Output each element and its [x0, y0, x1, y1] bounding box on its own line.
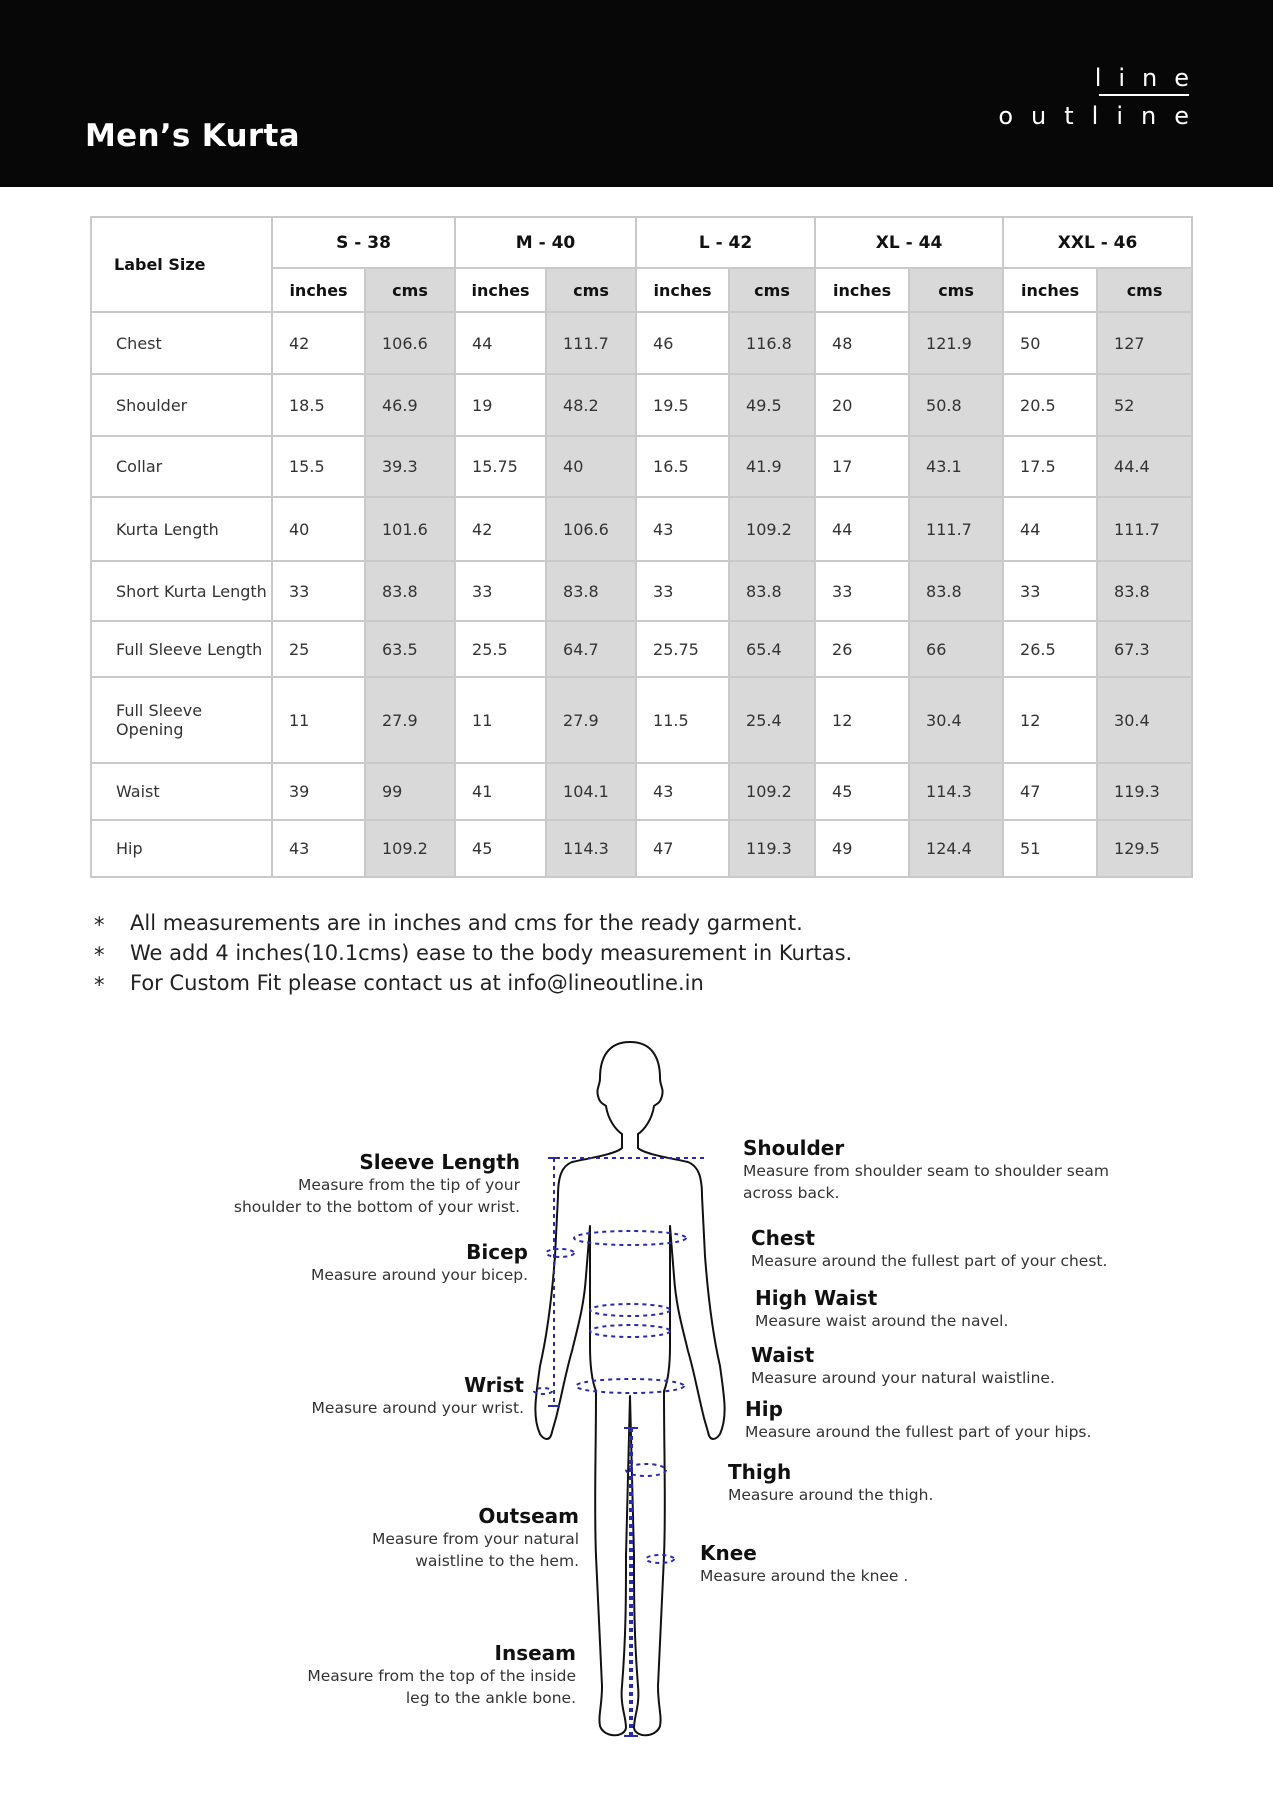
- value-inches-cell: 40: [272, 497, 365, 561]
- table-row: [91, 436, 1192, 497]
- annotation-title: Bicep: [466, 1240, 528, 1264]
- size-chart-table: [90, 216, 1193, 878]
- value-inches-cell: 45: [815, 763, 909, 820]
- value-inches-cell: 33: [455, 561, 546, 621]
- annotation-desc: Measure around the fullest part of your hips.: [745, 1423, 1092, 1441]
- value-inches-cell: 42: [455, 497, 546, 561]
- annotation-desc: leg to the ankle bone.: [405, 1689, 576, 1707]
- page-header: [0, 0, 1273, 187]
- value-cms-cell: 52: [1097, 374, 1192, 436]
- annotation-outseam: [372, 1504, 579, 1572]
- waist-measure: [590, 1325, 670, 1337]
- unit-cms-header: cms: [546, 268, 636, 312]
- value-cms-cell: 83.8: [729, 561, 815, 621]
- annotation-sleeve-length: [234, 1150, 520, 1218]
- value-inches-cell: 45: [455, 820, 546, 877]
- note-bullet: *: [94, 913, 105, 937]
- value-cms-cell: 40: [546, 436, 636, 497]
- logo-rule: [1099, 94, 1189, 96]
- unit-cms-header: cms: [909, 268, 1003, 312]
- annotation-title: Knee: [700, 1541, 757, 1565]
- value-inches-cell: 47: [1003, 763, 1097, 820]
- annotation-title: Outseam: [478, 1504, 579, 1528]
- value-inches-cell: 47: [636, 820, 729, 877]
- value-cms-cell: 83.8: [546, 561, 636, 621]
- unit-inches-header: inches: [272, 268, 365, 312]
- measurement-label: Collar: [91, 436, 272, 497]
- table-row: [91, 312, 1192, 374]
- measurement-label: Chest: [91, 312, 272, 374]
- value-inches-cell: 20.5: [1003, 374, 1097, 436]
- value-cms-cell: 43.1: [909, 436, 1003, 497]
- value-inches-cell: 25.5: [455, 621, 546, 677]
- value-cms-cell: 129.5: [1097, 820, 1192, 877]
- value-cms-cell: 39.3: [365, 436, 455, 497]
- value-cms-cell: 50.8: [909, 374, 1003, 436]
- value-inches-cell: 15.5: [272, 436, 365, 497]
- size-header: M - 40: [455, 217, 636, 268]
- note-text: We add 4 inches(10.1cms) ease to the body measurement in Kurtas.: [130, 941, 853, 965]
- value-cms-cell: 104.1: [546, 763, 636, 820]
- size-header: L - 42: [636, 217, 815, 268]
- value-cms-cell: 25.4: [729, 677, 815, 763]
- value-inches-cell: 33: [636, 561, 729, 621]
- value-inches-cell: 43: [272, 820, 365, 877]
- annotation-bicep: [311, 1240, 528, 1286]
- value-cms-cell: 83.8: [909, 561, 1003, 621]
- value-inches-cell: 44: [815, 497, 909, 561]
- unit-cms-header: cms: [1097, 268, 1192, 312]
- value-inches-cell: 26: [815, 621, 909, 677]
- value-cms-cell: 114.3: [546, 820, 636, 877]
- value-inches-cell: 16.5: [636, 436, 729, 497]
- unit-inches-header: inches: [455, 268, 546, 312]
- table-row: [91, 497, 1192, 561]
- value-inches-cell: 19: [455, 374, 546, 436]
- annotation-desc: Measure around your wrist.: [311, 1399, 524, 1417]
- annotation-desc: across back.: [743, 1184, 840, 1202]
- value-inches-cell: 48: [815, 312, 909, 374]
- value-cms-cell: 121.9: [909, 312, 1003, 374]
- bicep-measure: [546, 1249, 574, 1257]
- note-item: [94, 938, 852, 968]
- annotation-desc: Measure from the top of the inside: [307, 1667, 576, 1685]
- table-row: [91, 561, 1192, 621]
- annotation-title: Shoulder: [743, 1136, 845, 1160]
- note-text: For Custom Fit please contact us at info@lineoutline.in: [130, 971, 704, 995]
- value-cms-cell: 30.4: [909, 677, 1003, 763]
- value-inches-cell: 51: [1003, 820, 1097, 877]
- value-cms-cell: 116.8: [729, 312, 815, 374]
- value-cms-cell: 111.7: [909, 497, 1003, 561]
- annotation-knee: [700, 1541, 908, 1587]
- annotation-desc: Measure around the knee .: [700, 1567, 909, 1585]
- value-inches-cell: 25: [272, 621, 365, 677]
- unit-inches-header: inches: [636, 268, 729, 312]
- annotation-desc: waistline to the hem.: [415, 1552, 579, 1570]
- annotation-title: Wrist: [464, 1373, 524, 1397]
- value-cms-cell: 67.3: [1097, 621, 1192, 677]
- annotation-hip: [745, 1397, 1091, 1443]
- value-cms-cell: 83.8: [1097, 561, 1192, 621]
- value-inches-cell: 11.5: [636, 677, 729, 763]
- value-cms-cell: 27.9: [546, 677, 636, 763]
- knee-measure: [646, 1555, 674, 1563]
- brand-logo: [998, 64, 1207, 134]
- value-cms-cell: 99: [365, 763, 455, 820]
- annotation-desc: Measure around the fullest part of your chest.: [751, 1252, 1108, 1270]
- value-inches-cell: 33: [1003, 561, 1097, 621]
- annotation-desc: shoulder to the bottom of your wrist.: [233, 1198, 520, 1216]
- annotation-inseam: [307, 1641, 576, 1709]
- value-inches-cell: 17.5: [1003, 436, 1097, 497]
- value-cms-cell: 66: [909, 621, 1003, 677]
- value-cms-cell: 41.9: [729, 436, 815, 497]
- value-cms-cell: 109.2: [365, 820, 455, 877]
- table-row: [91, 677, 1192, 763]
- annotation-desc: Measure from your natural: [372, 1530, 579, 1548]
- annotation-desc: Measure around the thigh.: [728, 1486, 934, 1504]
- value-inches-cell: 46: [636, 312, 729, 374]
- value-cms-cell: 83.8: [365, 561, 455, 621]
- value-cms-cell: 48.2: [546, 374, 636, 436]
- value-cms-cell: 49.5: [729, 374, 815, 436]
- table-row: [91, 763, 1192, 820]
- value-cms-cell: 63.5: [365, 621, 455, 677]
- annotation-shoulder: [743, 1136, 1109, 1204]
- value-cms-cell: 106.6: [546, 497, 636, 561]
- measurement-label: Kurta Length: [91, 497, 272, 561]
- logo-word-outline: outline: [998, 102, 1207, 130]
- value-inches-cell: 15.75: [455, 436, 546, 497]
- value-cms-cell: 46.9: [365, 374, 455, 436]
- unit-cms-header: cms: [729, 268, 815, 312]
- value-cms-cell: 30.4: [1097, 677, 1192, 763]
- value-cms-cell: 111.7: [1097, 497, 1192, 561]
- high-waist-measure: [590, 1304, 670, 1316]
- value-cms-cell: 65.4: [729, 621, 815, 677]
- value-inches-cell: 39: [272, 763, 365, 820]
- annotation-desc: Measure from the tip of your: [297, 1176, 520, 1194]
- annotation-thigh: [728, 1460, 933, 1506]
- value-inches-cell: 12: [1003, 677, 1097, 763]
- annotation-desc: Measure from shoulder seam to shoulder seam: [743, 1162, 1110, 1180]
- annotation-high-waist: [755, 1286, 1008, 1332]
- value-cms-cell: 27.9: [365, 677, 455, 763]
- value-inches-cell: 42: [272, 312, 365, 374]
- value-cms-cell: 127: [1097, 312, 1192, 374]
- value-cms-cell: 114.3: [909, 763, 1003, 820]
- value-cms-cell: 109.2: [729, 763, 815, 820]
- table-row: [91, 374, 1192, 436]
- annotation-title: Thigh: [728, 1460, 792, 1484]
- body-figure-illustration: [520, 1036, 740, 1746]
- size-header-row: [91, 217, 1192, 268]
- page-title: Men’s Kurta: [85, 118, 300, 154]
- note-item: [94, 968, 852, 998]
- value-inches-cell: 44: [1003, 497, 1097, 561]
- value-cms-cell: 109.2: [729, 497, 815, 561]
- annotation-title: Sleeve Length: [359, 1150, 520, 1174]
- measurement-label: Short Kurta Length: [91, 561, 272, 621]
- note-item: [94, 908, 852, 938]
- unit-inches-header: inches: [1003, 268, 1097, 312]
- value-cms-cell: 111.7: [546, 312, 636, 374]
- annotation-chest: [751, 1226, 1107, 1272]
- unit-inches-header: inches: [815, 268, 909, 312]
- value-inches-cell: 11: [272, 677, 365, 763]
- measurement-label: Waist: [91, 763, 272, 820]
- measurement-label: Full Sleeve Opening: [91, 677, 272, 763]
- value-inches-cell: 43: [636, 497, 729, 561]
- measurement-label: Hip: [91, 820, 272, 877]
- value-cms-cell: 106.6: [365, 312, 455, 374]
- value-cms-cell: 124.4: [909, 820, 1003, 877]
- annotation-wrist: [312, 1373, 524, 1419]
- size-header: S - 38: [272, 217, 455, 268]
- value-inches-cell: 20: [815, 374, 909, 436]
- value-inches-cell: 12: [815, 677, 909, 763]
- value-inches-cell: 33: [272, 561, 365, 621]
- annotation-desc: Measure waist around the navel.: [755, 1312, 1009, 1330]
- value-cms-cell: 64.7: [546, 621, 636, 677]
- value-inches-cell: 18.5: [272, 374, 365, 436]
- value-inches-cell: 43: [636, 763, 729, 820]
- annotation-title: High Waist: [755, 1286, 878, 1310]
- size-header: XXL - 46: [1003, 217, 1192, 268]
- size-table-body: [91, 312, 1192, 877]
- table-row: [91, 820, 1192, 877]
- note-bullet: *: [94, 973, 105, 997]
- size-header: XL - 44: [815, 217, 1003, 268]
- table-row: [91, 621, 1192, 677]
- logo-word-line: line: [1094, 64, 1206, 92]
- value-inches-cell: 50: [1003, 312, 1097, 374]
- note-text: All measurements are in inches and cms for the ready garment.: [130, 911, 803, 935]
- note-bullet: *: [94, 943, 105, 967]
- annotation-desc: Measure around your natural waistline.: [751, 1369, 1055, 1387]
- annotation-title: Hip: [745, 1397, 783, 1421]
- annotation-title: Waist: [751, 1343, 815, 1367]
- value-inches-cell: 19.5: [636, 374, 729, 436]
- value-inches-cell: 11: [455, 677, 546, 763]
- value-inches-cell: 25.75: [636, 621, 729, 677]
- value-inches-cell: 17: [815, 436, 909, 497]
- annotation-waist: [751, 1343, 1055, 1389]
- value-cms-cell: 119.3: [1097, 763, 1192, 820]
- value-cms-cell: 44.4: [1097, 436, 1192, 497]
- label-size-header: Label Size: [91, 217, 272, 312]
- value-inches-cell: 49: [815, 820, 909, 877]
- value-inches-cell: 41: [455, 763, 546, 820]
- measurement-label: Shoulder: [91, 374, 272, 436]
- annotation-desc: Measure around your bicep.: [311, 1266, 528, 1284]
- value-cms-cell: 101.6: [365, 497, 455, 561]
- measurement-label: Full Sleeve Length: [91, 621, 272, 677]
- value-inches-cell: 33: [815, 561, 909, 621]
- value-cms-cell: 119.3: [729, 820, 815, 877]
- value-inches-cell: 44: [455, 312, 546, 374]
- measurement-notes: [94, 908, 852, 998]
- annotation-title: Inseam: [494, 1641, 576, 1665]
- unit-cms-header: cms: [365, 268, 455, 312]
- value-inches-cell: 26.5: [1003, 621, 1097, 677]
- annotation-title: Chest: [751, 1226, 815, 1250]
